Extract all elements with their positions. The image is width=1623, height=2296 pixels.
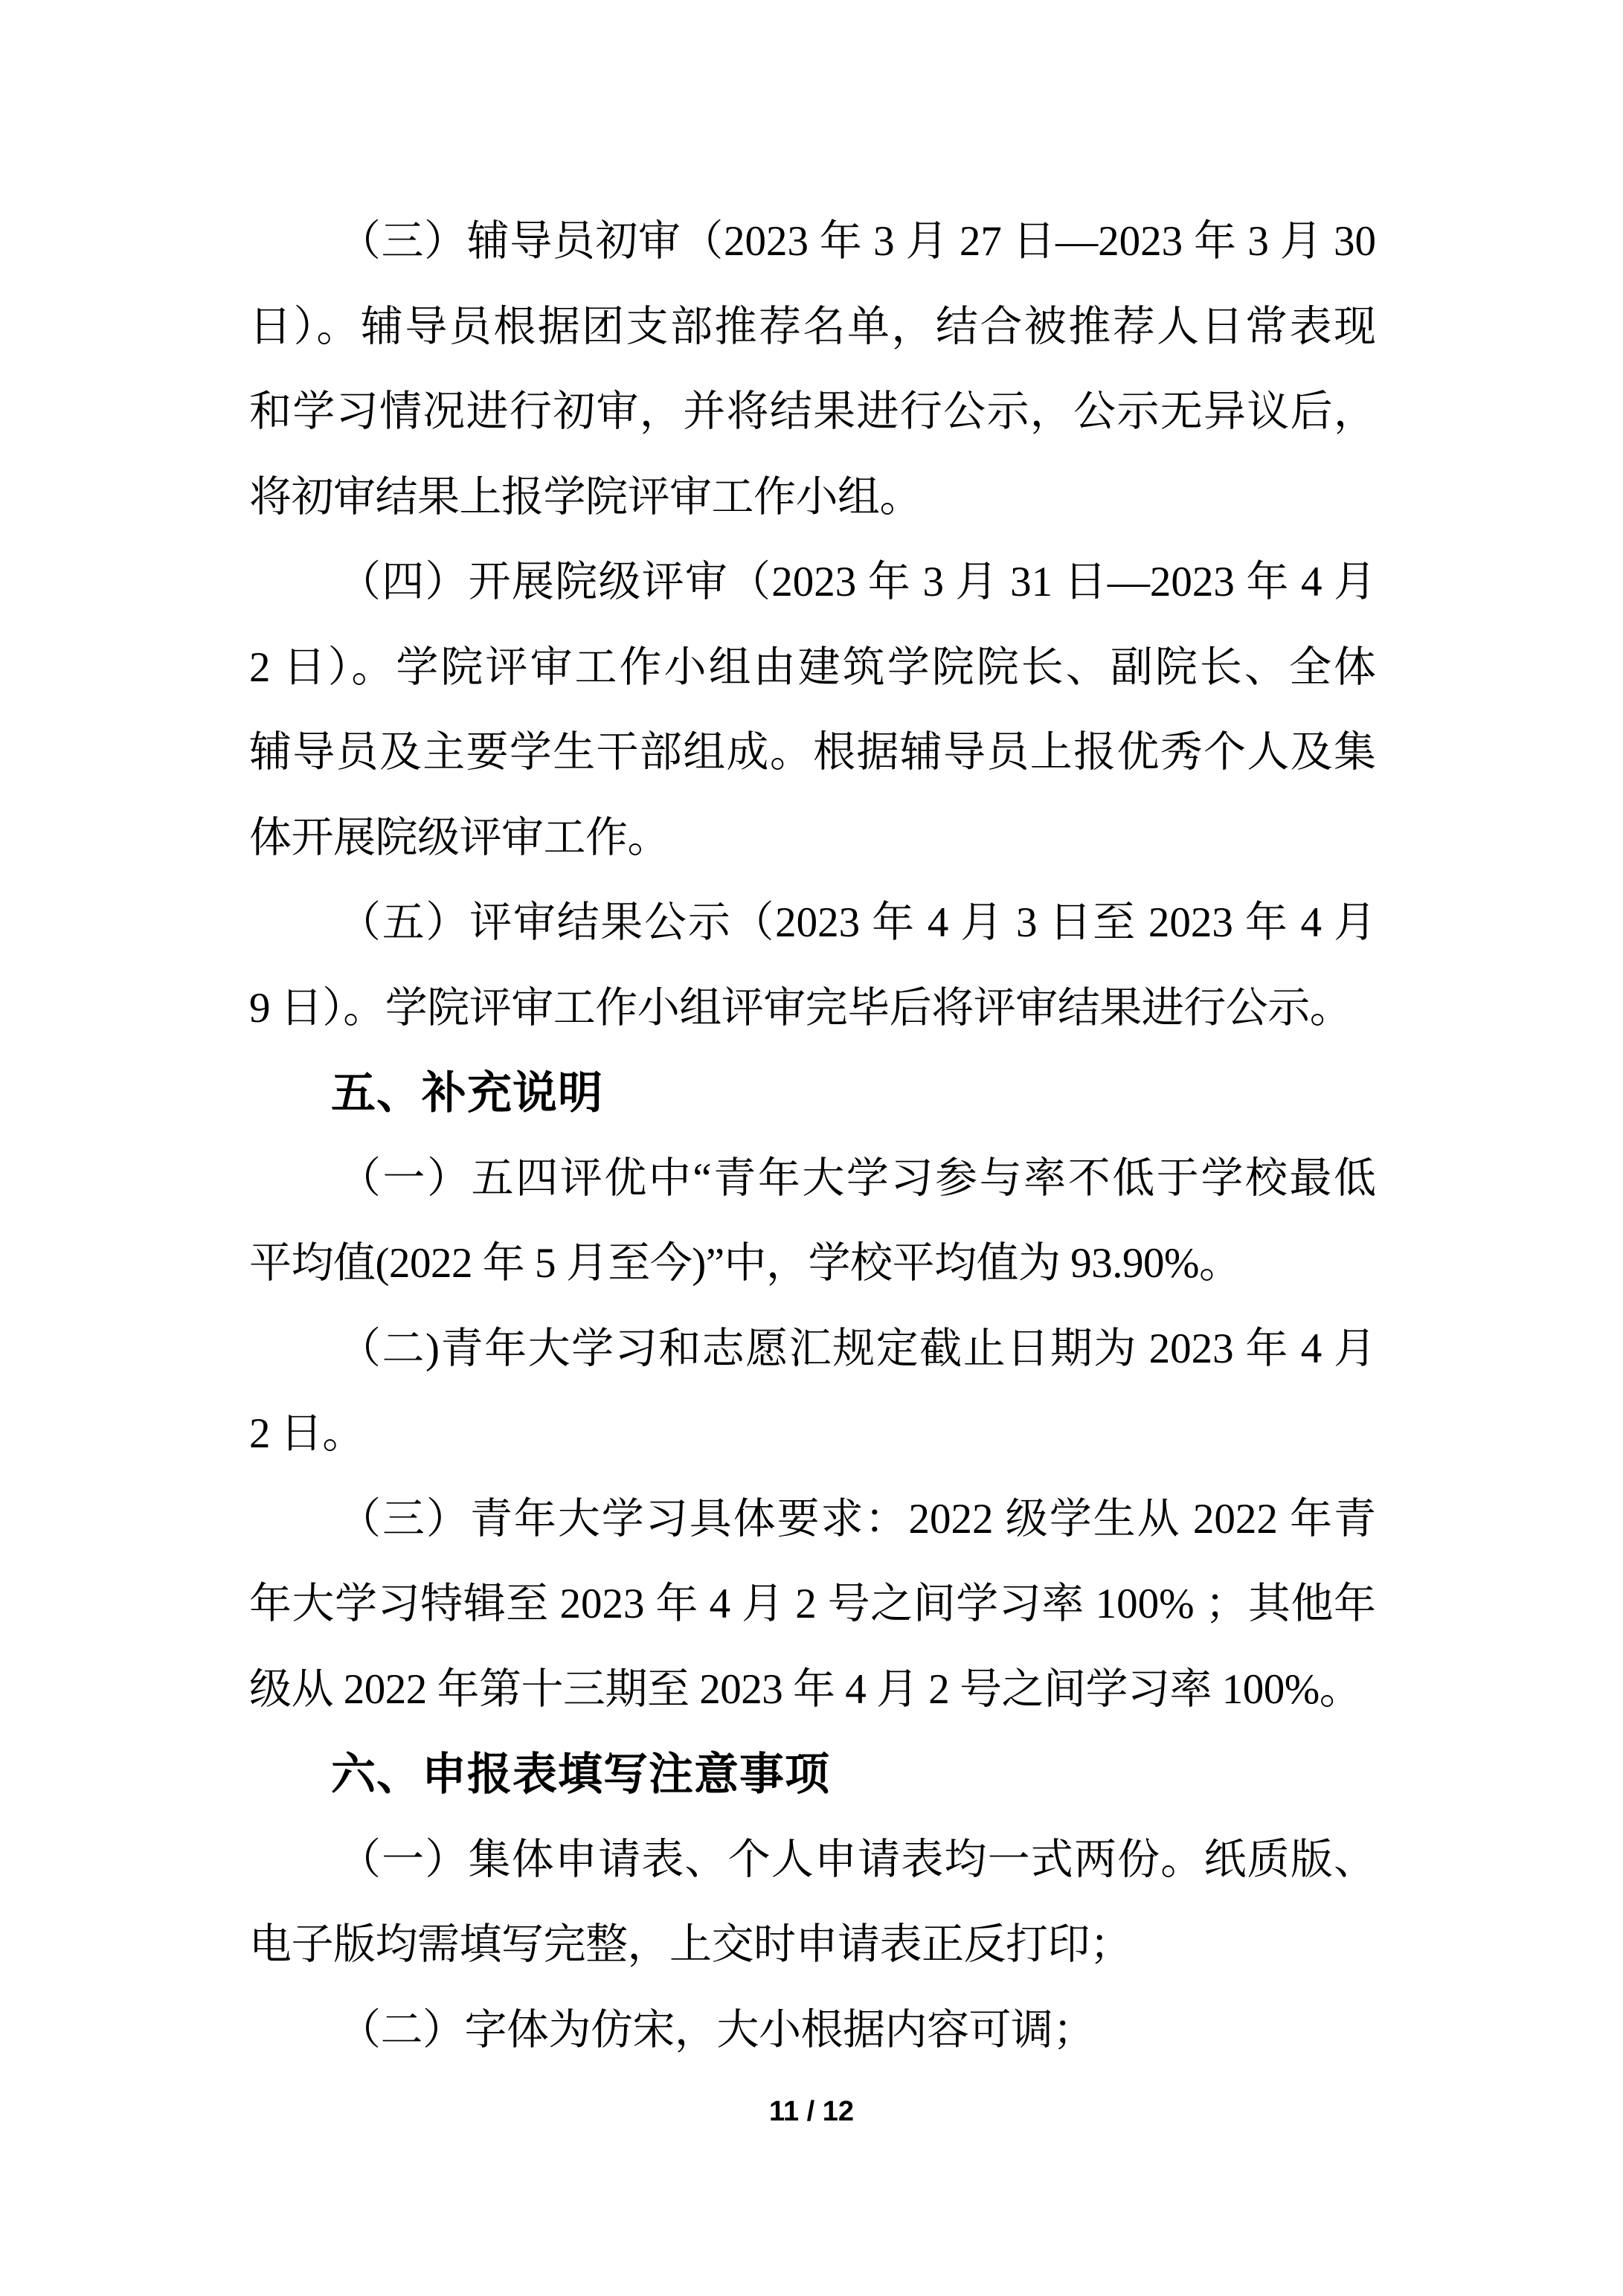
text-line: 将初审结果上报学院评审工作小组。	[249, 473, 922, 521]
item-5-review-result-publicity	[249, 881, 1376, 1051]
note-3-study-rate-requirements	[249, 1477, 1376, 1733]
text-line: （二）字体为仿宋，大小根据内容可调；	[338, 2006, 1095, 2054]
section-heading-line: 六、申报表填写注意事项	[331, 1749, 830, 1799]
text-line: 级从 2022 年第十三期至 2023 年 4 月 2 号之间学习率 100%。	[249, 1665, 1362, 1713]
section-heading-line: 五、补充说明	[331, 1068, 603, 1118]
form-note-2-font-fangsong	[249, 1988, 1376, 2074]
text-line: 年大学习特辑至 2023 年 4 月 2 号之间学习率 100% ；其他年	[249, 1580, 1376, 1627]
text-line: （一）五四评优中“青年大学习参与率不低于学校最低	[338, 1154, 1376, 1202]
text-line: 日）。辅导员根据团支部推荐名单，结合被推荐人日常表现	[249, 303, 1376, 350]
text-line: （三）青年大学习具体要求：2022 级学生从 2022 年青	[338, 1495, 1376, 1543]
section-5-supplementary-notes	[249, 1051, 1376, 1136]
text-line: （五）评审结果公示（2023 年 4 月 3 日至 2023 年 4 月	[338, 899, 1376, 946]
section-6-form-filling-notes	[249, 1732, 1376, 1818]
text-line: 和学习情况进行初审，并将结果进行公示，公示无异议后，	[249, 388, 1376, 435]
item-4-college-level-review	[249, 540, 1376, 881]
text-line: 2 日）。学院评审工作小组由建筑学院院长、副院长、全体	[249, 643, 1376, 691]
text-line: 平均值(2022 年 5 月至今)”中，学校平均值为 93.90%。	[249, 1240, 1241, 1287]
form-note-1-two-copies	[249, 1818, 1376, 1988]
text-line: （四）开展院级评审（2023 年 3 月 31 日—2023 年 4 月	[338, 559, 1376, 605]
text-line: （一）集体申请表、个人申请表均一式两份。纸质版、	[338, 1836, 1376, 1883]
note-1-school-average	[249, 1136, 1376, 1307]
text-line: 电子版均需填写完整，上交时申请表正反打印；	[249, 1921, 1132, 1968]
page-number: 11 / 12	[768, 2096, 855, 2127]
document-body	[249, 199, 1376, 2073]
text-line: 辅导员及主要学生干部组成。根据辅导员上报优秀个人及集	[249, 729, 1376, 776]
text-line: 9 日）。学院评审工作小组评审完毕后将评审结果进行公示。	[249, 984, 1352, 1032]
text-line: 体开展院级评审工作。	[249, 814, 669, 861]
text-line: （二)青年大学习和志愿汇规定截止日期为 2023 年 4 月	[338, 1325, 1376, 1372]
text-line: （三）辅导员初审（2023 年 3 月 27 日—2023 年 3 月 30	[338, 218, 1376, 265]
note-2-deadline	[249, 1307, 1376, 1477]
item-3-counselor-initial-review	[249, 199, 1376, 540]
text-line: 2 日。	[249, 1410, 364, 1457]
